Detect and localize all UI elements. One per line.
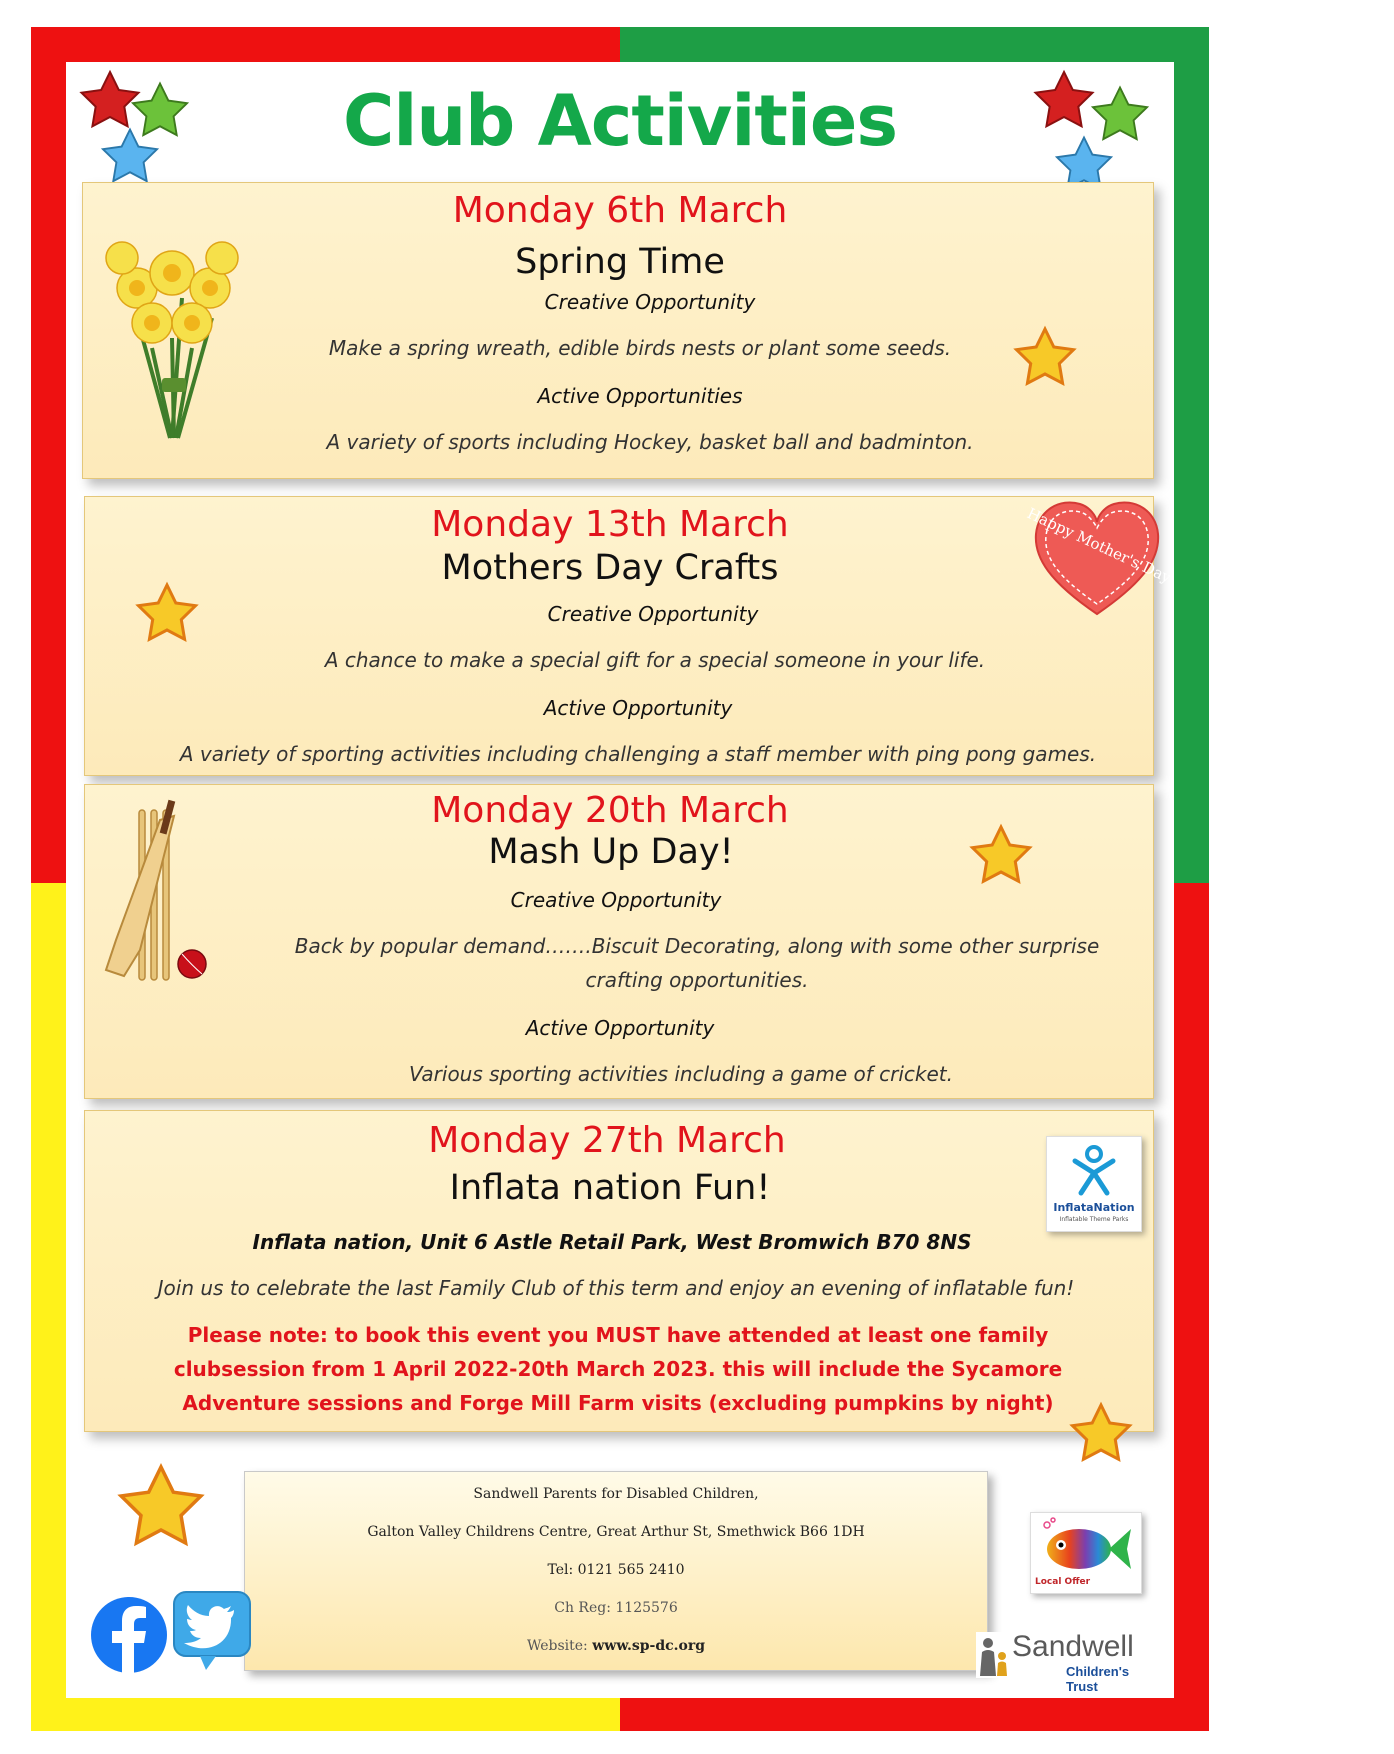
twitter-icon[interactable]	[172, 1590, 252, 1672]
footer-charity-reg: Ch Reg: 1125576	[554, 1600, 678, 1616]
inflatanation-logo-name: InflataNation	[1053, 1201, 1135, 1214]
event-2-creative-heading: Creative Opportunity	[547, 602, 759, 626]
event-1-title: Spring Time	[515, 242, 725, 282]
event-1-creative-heading: Creative Opportunity	[544, 290, 756, 314]
footer-tel-number[interactable]: 0121 565 2410	[577, 1562, 685, 1578]
event-3-title: Mash Up Day!	[488, 832, 734, 872]
star-cluster-left-icon	[74, 64, 204, 194]
local-offer-text: Local Offer	[1035, 1577, 1091, 1587]
event-4-title: Inflata nation Fun!	[449, 1168, 771, 1208]
sandwell-logo-subtitle: Children's Trust	[1066, 1664, 1130, 1694]
footer-address: Galton Valley Childrens Centre, Great Arthur St, Smethwick B66 1DH	[367, 1524, 865, 1540]
footer-website-link[interactable]: www.sp-dc.org	[592, 1638, 706, 1654]
footer-website-label: Website:	[526, 1638, 588, 1654]
event-3-active-heading: Active Opportunity	[525, 1016, 715, 1040]
gold-star-icon	[1010, 324, 1080, 394]
event-1-active-text: A variety of sports including Hockey, basket ball and badminton.	[326, 430, 974, 454]
sandwell-childrens-trust-logo	[976, 1630, 1162, 1694]
event-2-date: Monday 13th March	[431, 504, 789, 545]
event-4-description: Join us to celebrate the last Family Club of this term and enjoy an evening of inflatable fun!	[157, 1276, 1075, 1300]
event-3-creative-text-line1: Back by popular demand…….Biscuit Decorating, along with some other surprise	[294, 934, 1100, 958]
gold-star-icon	[966, 822, 1036, 892]
footer-org: Sandwell Parents for Disabled Children,	[473, 1486, 759, 1502]
event-3-active-text: Various sporting activities including a game of cricket.	[409, 1062, 953, 1086]
event-3-creative-heading: Creative Opportunity	[510, 888, 722, 912]
event-4-booking-note: Please note: to book this event you MUST have attended at least one family clubsession from 1 April 2022-20th March 2023. this will include the Sycamore Adventure sessions and Forge Mill Farm visits (excluding pumpkins by night)	[173, 1323, 1063, 1415]
facebook-icon[interactable]	[90, 1596, 168, 1674]
mothers-day-badge-text: Happy Mother's Day	[1024, 504, 1174, 587]
sandwell-logo-name: Sandwell	[1012, 1630, 1134, 1663]
event-4-address: Inflata nation, Unit 6 Astle Retail Park, West Bromwich B70 8NS	[252, 1230, 972, 1254]
event-1-active-heading: Active Opportunities	[537, 384, 743, 408]
gold-star-icon	[132, 580, 202, 650]
gold-star-icon	[1066, 1400, 1136, 1470]
event-2-creative-text: A chance to make a special gift for a special someone in your life.	[324, 648, 986, 672]
inflatanation-figure-icon	[1071, 1145, 1117, 1195]
event-1-date: Monday 6th March	[452, 190, 788, 231]
footer-website	[245, 1638, 987, 1654]
event-3-date: Monday 20th March	[431, 790, 789, 831]
page-title: Club Activities	[342, 80, 898, 162]
mothers-day-heart-icon	[1024, 492, 1174, 622]
event-3-creative-text-line2: crafting opportunities.	[585, 968, 809, 992]
inflatanation-logo-tagline: Inflatable Theme Parks	[1059, 1216, 1129, 1223]
footer-tel	[245, 1562, 987, 1578]
event-1-creative-text: Make a spring wreath, edible birds nests or plant some seeds.	[328, 336, 952, 360]
daffodils-icon	[92, 228, 252, 446]
footer-tel-label: Tel:	[547, 1562, 574, 1578]
event-4-date: Monday 27th March	[428, 1120, 786, 1161]
event-2-active-heading: Active Opportunity	[543, 696, 733, 720]
cricket-bat-icon	[94, 800, 214, 990]
family-figures-icon	[976, 1636, 1010, 1676]
rainbow-fish-icon	[1039, 1517, 1133, 1577]
event-2-title: Mothers Day Crafts	[441, 548, 779, 588]
event-2-active-text: A variety of sporting activities including challenging a staff member with ping pong games.	[179, 742, 1097, 766]
footer-contact-box	[244, 1471, 988, 1671]
local-offer-logo	[1030, 1512, 1142, 1594]
gold-star-icon	[112, 1460, 210, 1558]
inflatanation-logo	[1046, 1136, 1142, 1232]
